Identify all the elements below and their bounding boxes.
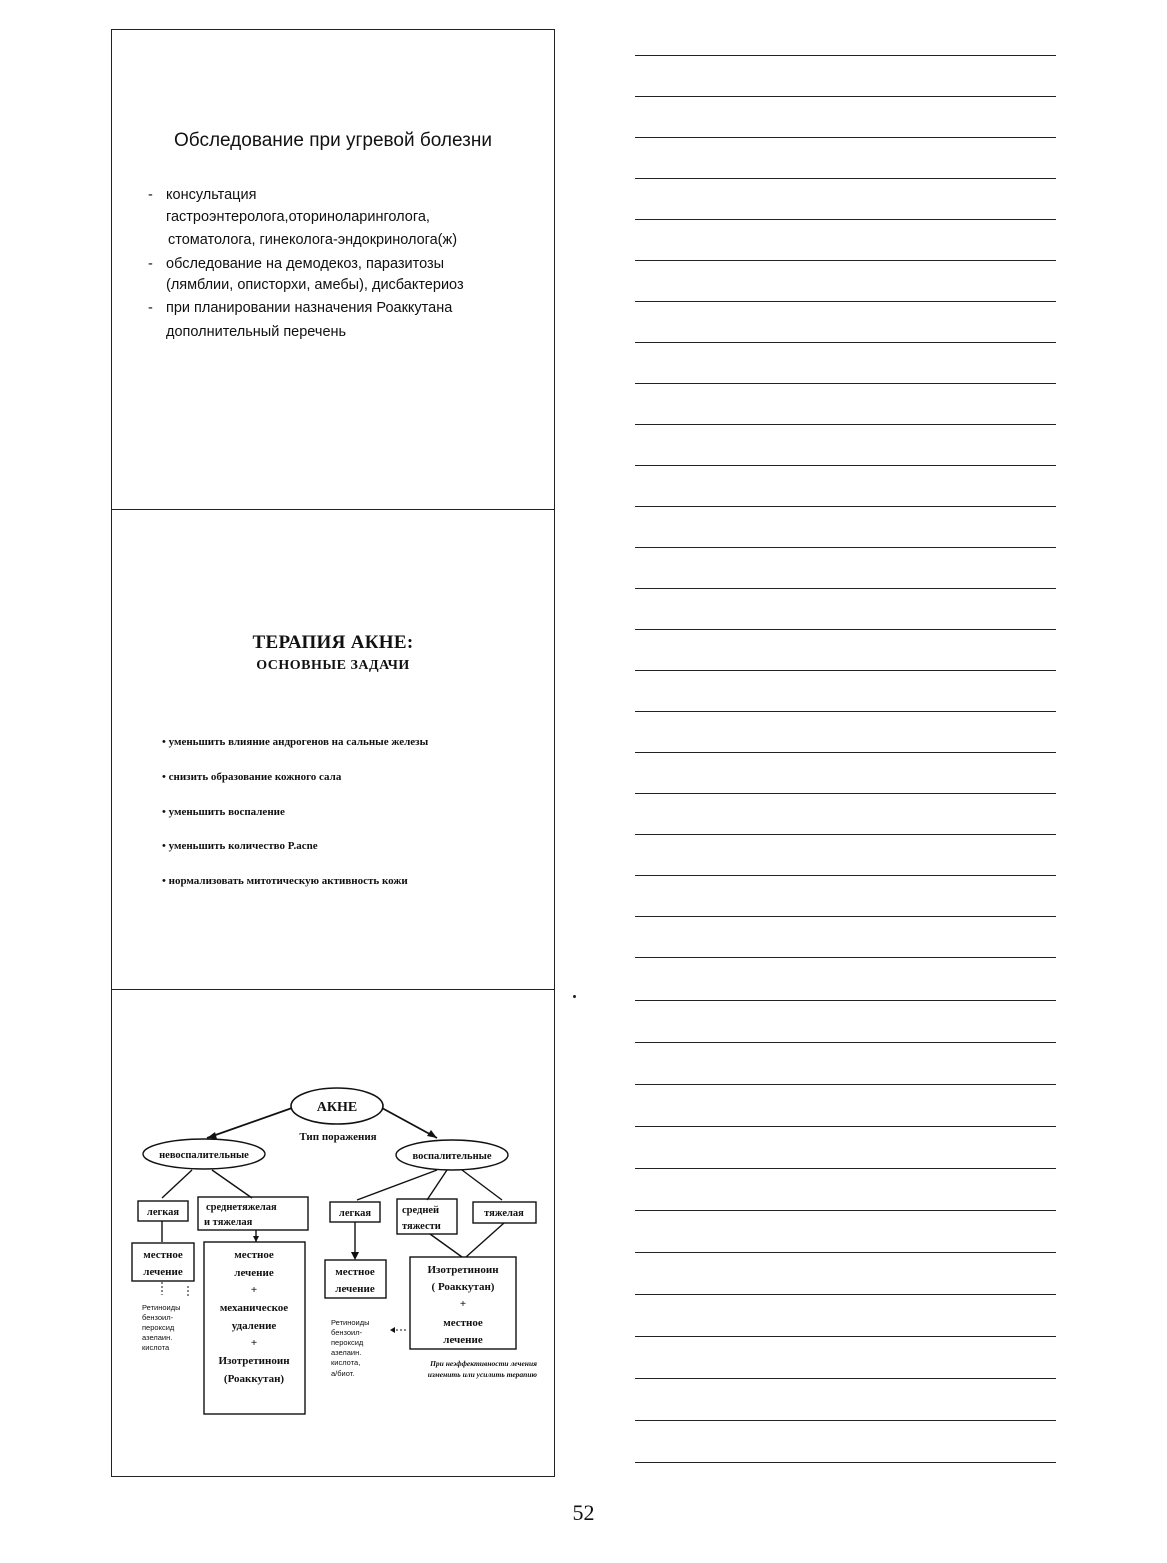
note-line (635, 1420, 1056, 1421)
connector (466, 1223, 504, 1257)
connector (212, 1170, 252, 1198)
note-line (635, 588, 1056, 589)
acne-flowchart (112, 990, 553, 1476)
mild-right-label: легкая (338, 1208, 372, 1219)
bullet-dash: - (148, 256, 153, 272)
slide2-title: ТЕРАПИЯ АКНЕ: (252, 632, 414, 653)
note-line (635, 547, 1056, 548)
task-item: • нормализовать митотическую активность кожи (162, 875, 408, 887)
slide1-title: Обследование при угревой болезни (174, 130, 492, 151)
slide1-line: консультация (166, 187, 257, 203)
slide1-line: дополнительный перечень (166, 324, 347, 340)
iso-right-label: лечение (443, 1334, 483, 1346)
iso-right-label: ( Роаккутан) (431, 1281, 495, 1293)
combo-left-label: местное (234, 1249, 274, 1261)
task-item: • уменьшить влияние андрогенов на сальные железы (162, 736, 429, 748)
note-line (635, 342, 1056, 343)
moderate-severe-label: среднетяжелая (206, 1202, 277, 1213)
root-label: АКНЕ (316, 1100, 358, 1115)
moderate-label: средней (402, 1205, 440, 1216)
noninflammatory-label: невоспалительные (159, 1150, 249, 1161)
note-line (635, 916, 1056, 917)
note-line (635, 752, 1056, 753)
note-line (635, 793, 1056, 794)
arrow-head (427, 1130, 437, 1138)
note-line (635, 1000, 1056, 1001)
note-line (635, 670, 1056, 671)
note-right: кислота, (331, 1358, 361, 1367)
note-right: азелаин. (331, 1348, 362, 1357)
note-line (635, 1294, 1056, 1295)
note-left: кислота (142, 1343, 170, 1352)
note-right: а/биот. (331, 1369, 355, 1378)
note-line (635, 711, 1056, 712)
connector (162, 1170, 192, 1198)
combo-left-label: + (250, 1284, 258, 1296)
slide-acne-flowchart (112, 990, 554, 1476)
iso-right-label: местное (443, 1317, 483, 1329)
note-line (635, 1252, 1056, 1253)
page-number: 52 (572, 1500, 595, 1525)
local-left-label: лечение (143, 1266, 183, 1278)
ineffective-note: изменить или усилить терапию (427, 1370, 537, 1379)
slide2-subtitle: ОСНОВНЫЕ ЗАДАЧИ (256, 658, 410, 673)
note-line (635, 424, 1056, 425)
combo-left-label: + (250, 1337, 258, 1349)
connector (207, 1108, 292, 1138)
note-line (635, 1336, 1056, 1337)
arrow-head (390, 1327, 395, 1333)
note-line (635, 1168, 1056, 1169)
slides-column (111, 29, 555, 1477)
note-right: бензоил- (331, 1328, 363, 1337)
scan-speck (573, 995, 576, 998)
arrow-head (351, 1252, 359, 1260)
slide-therapy-tasks (112, 510, 554, 990)
type-label: Тип поражения (299, 1131, 377, 1143)
note-line (635, 383, 1056, 384)
combo-left-label: лечение (234, 1267, 274, 1279)
note-line (635, 957, 1056, 958)
note-line (635, 137, 1056, 138)
note-left: азелаин. (142, 1333, 173, 1342)
note-right: пероксид (331, 1338, 364, 1347)
combo-left-label: (Роаккутан) (223, 1373, 285, 1385)
moderate-severe-label: и тяжелая (204, 1217, 253, 1228)
bullet-dash: - (148, 187, 153, 203)
local-right-label: лечение (335, 1283, 375, 1295)
note-line (635, 260, 1056, 261)
inflammatory-label: воспалительные (412, 1151, 492, 1162)
note-line (635, 875, 1056, 876)
iso-right-label: Изотретиноин (427, 1264, 499, 1276)
local-left-label: местное (143, 1249, 183, 1261)
note-line (635, 96, 1056, 97)
connector (427, 1170, 447, 1200)
slide-examination (112, 30, 554, 510)
local-right-label: местное (335, 1266, 375, 1278)
slide1-line: обследование на демодекоз, паразитозы (166, 256, 445, 272)
combo-left-label: Изотретиноин (218, 1355, 290, 1367)
note-line (635, 629, 1056, 630)
connector (462, 1170, 502, 1200)
iso-right-label: + (459, 1298, 467, 1310)
note-line (635, 1378, 1056, 1379)
slide1-line: стоматолога, гинеколога-эндокринолога(ж) (168, 232, 458, 248)
note-line (635, 219, 1056, 220)
note-line (635, 1462, 1056, 1463)
severe-label: тяжелая (484, 1208, 524, 1219)
connector (430, 1234, 462, 1257)
task-item: • снизить образование кожного сала (162, 771, 342, 783)
note-line (635, 178, 1056, 179)
combo-left-label: удаление (231, 1320, 277, 1332)
task-item: • уменьшить количество P.acne (162, 840, 318, 852)
arrow-head (207, 1132, 217, 1139)
note-left: бензоил- (142, 1313, 174, 1322)
combo-left-label: механическое (219, 1302, 289, 1314)
note-line (635, 301, 1056, 302)
ineffective-note: При неэффективности лечения (430, 1359, 537, 1368)
note-line (635, 506, 1056, 507)
arrow-head (253, 1236, 259, 1242)
note-line (635, 1210, 1056, 1211)
task-item: • уменьшить воспаление (162, 806, 285, 818)
notes-lines (635, 0, 1056, 1480)
mild-left-label: легкая (146, 1207, 180, 1218)
note-line (635, 465, 1056, 466)
slide1-line: гастроэнтеролога,оториноларинголога, (166, 209, 430, 225)
moderate-label: тяжести (402, 1221, 441, 1232)
connector (357, 1170, 437, 1200)
note-left: Ретиноиды (142, 1303, 181, 1312)
note-line (635, 1126, 1056, 1127)
slide1-line: при планировании назначения Роаккутана (166, 300, 453, 316)
slide1-line: (лямблии, описторхи, амебы), дисбактериоз (166, 277, 464, 293)
note-line (635, 834, 1056, 835)
note-line (635, 1042, 1056, 1043)
note-line (635, 55, 1056, 56)
note-left: пероксид (142, 1323, 175, 1332)
bullet-dash: - (148, 300, 153, 316)
note-line (635, 1084, 1056, 1085)
note-right: Ретиноиды (331, 1318, 370, 1327)
